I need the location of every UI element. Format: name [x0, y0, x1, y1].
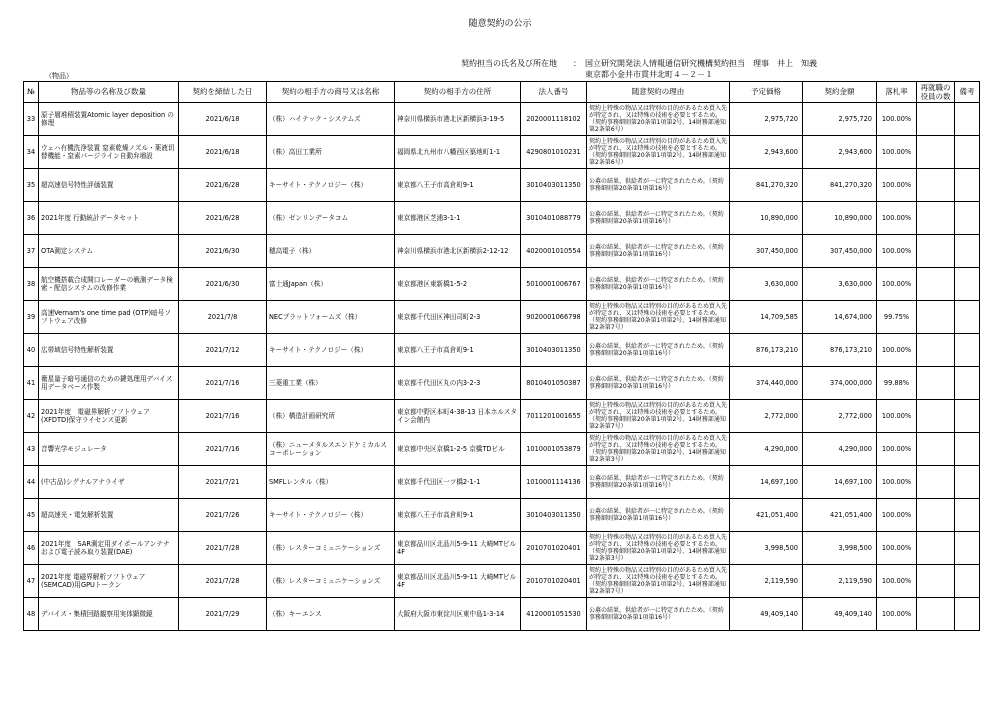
cell-item: ウェハ有機洗浄装置 窒素乾燥ノズル・薬液切替機能・窒素パージライン自動弁増設 [39, 136, 179, 169]
header-rate: 落札率 [877, 82, 917, 103]
cell-award-rate: 99.88% [877, 367, 917, 400]
cell-corp-no: 3010403011350 [521, 169, 587, 202]
cell-reason: 公募の結果、供給者が一に特定されたため。（契約事務細則第20条第1項第16号） [587, 499, 730, 532]
table-header-row [24, 82, 980, 103]
cell-remarks [955, 136, 980, 169]
officer-label: 契約担当の氏名及び所在地 [461, 59, 557, 68]
cell-no: 38 [24, 268, 39, 301]
cell-contract-amount: 2,119,590 [803, 565, 877, 598]
cell-partner: （株）ニューメタルスエンドケミカルスコーポレーション [267, 433, 395, 466]
cell-no: 33 [24, 103, 39, 136]
cell-corp-no: 1010001053879 [521, 433, 587, 466]
cell-corp-no: 5010001006767 [521, 268, 587, 301]
cell-reason: 契約上特殊の物品又は特別の目的があるため買入先が特定され、又は特殊の技術を必要とするため。（契約事務細則第20条第1項第2号、14財務部通知第2条第3号） [587, 532, 730, 565]
header-item: 物品等の名称及び数量 [39, 82, 179, 103]
cell-no: 44 [24, 466, 39, 499]
cell-date: 2021/6/18 [179, 103, 267, 136]
cell-remarks [955, 565, 980, 598]
header-remarks: 備考 [955, 82, 980, 103]
cell-partner: （株）高田工業所 [267, 136, 395, 169]
cell-item: 2021年度 電磁界解析ソフトウェア(XFDTD)保守ライセンス更新 [39, 400, 179, 433]
cell-estimated-price: 374,440,000 [730, 367, 803, 400]
cell-date: 2021/7/28 [179, 532, 267, 565]
cell-no: 43 [24, 433, 39, 466]
cell-item: 超高速光・電気解析装置 [39, 499, 179, 532]
cell-reason: 公募の結果、供給者が一に特定されたため。（契約事務細則第20条第1項第16号） [587, 169, 730, 202]
cell-reemployed [917, 235, 955, 268]
cell-address: 東京都千代田区丸の内3-2-3 [395, 367, 521, 400]
table-row [24, 499, 980, 532]
cell-corp-no: 3010403011350 [521, 499, 587, 532]
cell-date: 2021/7/21 [179, 466, 267, 499]
cell-reemployed [917, 433, 955, 466]
cell-item: 原子層堆積装置Atomic layer deposition の修理 [39, 103, 179, 136]
cell-award-rate: 100.00% [877, 532, 917, 565]
cell-corp-no: 4120001051530 [521, 598, 587, 631]
cell-address: 東京都港区芝浦3-1-1 [395, 202, 521, 235]
cell-contract-amount: 14,697,100 [803, 466, 877, 499]
cell-contract-amount: 374,000,000 [803, 367, 877, 400]
cell-reason: 契約上特殊の物品又は特別の目的があるため買入先が特定され、又は特殊の技術を必要とするため。（契約事務細則第20条第1項第2号、14財務部通知第2条第7号） [587, 301, 730, 334]
table-row [24, 103, 980, 136]
cell-corp-no: 4020001010554 [521, 235, 587, 268]
cell-estimated-price: 3,998,500 [730, 532, 803, 565]
cell-award-rate: 100.00% [877, 235, 917, 268]
cell-remarks [955, 103, 980, 136]
cell-reason: 契約上特殊の物品又は特別の目的があるため買入先が特定され、又は特殊の技術を必要とするため。（契約事務細則第20条第1項第2号、14財務部通知第2条第6号） [587, 103, 730, 136]
cell-reason: 契約上特殊の物品又は特別の目的があるため買入先が特定され、又は特殊の技術を必要とするため。（契約事務細則第20条第1項第2号、14財務部通知第2条第7号） [587, 400, 730, 433]
cell-partner: 富士通Japan（株） [267, 268, 395, 301]
cell-no: 45 [24, 499, 39, 532]
cell-partner: キーサイト・テクノロジー（株） [267, 169, 395, 202]
cell-award-rate: 100.00% [877, 433, 917, 466]
table-row [24, 400, 980, 433]
cell-no: 39 [24, 301, 39, 334]
cell-item: OTA測定システム [39, 235, 179, 268]
cell-date: 2021/7/12 [179, 334, 267, 367]
cell-no: 35 [24, 169, 39, 202]
cell-address: 東京都港区東新橋1-5-2 [395, 268, 521, 301]
cell-contract-amount: 421,051,400 [803, 499, 877, 532]
cell-remarks [955, 598, 980, 631]
cell-no: 37 [24, 235, 39, 268]
cell-reemployed [917, 334, 955, 367]
cell-contract-amount: 10,890,000 [803, 202, 877, 235]
cell-item: 2021年度 行動統計データセット [39, 202, 179, 235]
cell-address: 東京都中央区京橋1-2-5 京橋TDビル [395, 433, 521, 466]
cell-remarks [955, 235, 980, 268]
cell-reemployed [917, 103, 955, 136]
cell-reemployed [917, 499, 955, 532]
cell-contract-amount: 841,270,320 [803, 169, 877, 202]
cell-remarks [955, 532, 980, 565]
header-partner: 契約の相手方の商号又は名称 [267, 82, 395, 103]
cell-no: 41 [24, 367, 39, 400]
cell-award-rate: 100.00% [877, 400, 917, 433]
cell-partner: （株）レスターコミュニケーションズ [267, 532, 395, 565]
cell-contract-amount: 307,450,000 [803, 235, 877, 268]
cell-corp-no: 7011201001655 [521, 400, 587, 433]
cell-reemployed [917, 202, 955, 235]
cell-contract-amount: 2,943,600 [803, 136, 877, 169]
cell-award-rate: 100.00% [877, 103, 917, 136]
cell-address: 東京都品川区北品川5-9-11 大崎MTビル4F [395, 532, 521, 565]
cell-contract-amount: 3,630,000 [803, 268, 877, 301]
cell-item: 広帯域信号特性解析装置 [39, 334, 179, 367]
header-corp-no: 法人番号 [521, 82, 587, 103]
cell-date: 2021/6/30 [179, 268, 267, 301]
cell-item: 超高速信号特性評価装置 [39, 169, 179, 202]
cell-no: 40 [24, 334, 39, 367]
cell-corp-no: 3010403011350 [521, 334, 587, 367]
table-row [24, 598, 980, 631]
cell-award-rate: 100.00% [877, 202, 917, 235]
contracts-table [23, 81, 980, 631]
cell-remarks [955, 367, 980, 400]
cell-contract-amount: 3,998,500 [803, 532, 877, 565]
cell-item: 音響光学モジュレータ [39, 433, 179, 466]
cell-reemployed [917, 367, 955, 400]
table-row [24, 202, 980, 235]
cell-item: 高速Vernam's one time pad (OTP)暗号ソフトウェア改修 [39, 301, 179, 334]
cell-award-rate: 100.00% [877, 565, 917, 598]
officer-name: 国立研究開発法人情報通信研究機構契約担当 理事 井上 知義 [585, 59, 817, 68]
cell-no: 46 [24, 532, 39, 565]
cell-estimated-price: 2,975,720 [730, 103, 803, 136]
cell-partner: （株）ハイテック・システムズ [267, 103, 395, 136]
cell-remarks [955, 334, 980, 367]
cell-address: 東京都八王子市高倉町9-1 [395, 169, 521, 202]
header-estimated: 予定価格 [730, 82, 803, 103]
table-row [24, 433, 980, 466]
cell-reemployed [917, 565, 955, 598]
cell-partner: （株）ゼンリンデータコム [267, 202, 395, 235]
cell-remarks [955, 433, 980, 466]
table-row [24, 136, 980, 169]
cell-address: 東京都千代田区神田司町2-3 [395, 301, 521, 334]
table-row [24, 235, 980, 268]
cell-estimated-price: 876,173,210 [730, 334, 803, 367]
cell-reason: 公募の結果、供給者が一に特定されたため。（契約事務細則第20条第1項第16号） [587, 367, 730, 400]
cell-date: 2021/6/28 [179, 169, 267, 202]
cell-remarks [955, 466, 980, 499]
cell-partner: 穂高電子（株） [267, 235, 395, 268]
cell-item: 衛星量子暗号通信のための鍵処理用デバイス用データベース作製 [39, 367, 179, 400]
cell-reason: 公募の結果、供給者が一に特定されたため。（契約事務細則第20条第1項第16号） [587, 268, 730, 301]
table-row [24, 532, 980, 565]
cell-item: 2021年度 SAR測定用ダイポールアンテナおよび電子読み取り装置(DAE) [39, 532, 179, 565]
category-label: （物品） [45, 72, 73, 80]
cell-contract-amount: 2,772,000 [803, 400, 877, 433]
cell-item: デバイス・集積回路観察用実体顕微鏡 [39, 598, 179, 631]
cell-partner: キーサイト・テクノロジー（株） [267, 334, 395, 367]
cell-award-rate: 100.00% [877, 268, 917, 301]
cell-estimated-price: 10,890,000 [730, 202, 803, 235]
cell-date: 2021/7/29 [179, 598, 267, 631]
cell-reason: 公募の結果、供給者が一に特定されたため。（契約事務細則第20条第1項第16号） [587, 202, 730, 235]
table-row [24, 268, 980, 301]
cell-estimated-price: 49,409,140 [730, 598, 803, 631]
cell-no: 42 [24, 400, 39, 433]
cell-address: 東京都八王子市高倉町9-1 [395, 499, 521, 532]
cell-corp-no: 2010701020401 [521, 565, 587, 598]
cell-corp-no: 3010401088779 [521, 202, 587, 235]
cell-remarks [955, 268, 980, 301]
cell-partner: 三菱重工業（株） [267, 367, 395, 400]
cell-reemployed [917, 400, 955, 433]
cell-item: 航空機搭載合成開口レーダーの戦測データ検索・配信システムの改修作業 [39, 268, 179, 301]
cell-contract-amount: 14,674,000 [803, 301, 877, 334]
cell-reemployed [917, 301, 955, 334]
cell-remarks [955, 169, 980, 202]
table-row [24, 334, 980, 367]
cell-reason: 公募の結果、供給者が一に特定されたため。（契約事務細則第20条第1項第16号） [587, 334, 730, 367]
cell-reason: 公募の結果、供給者が一に特定されたため。（契約事務細則第20条第1項第16号） [587, 235, 730, 268]
cell-no: 47 [24, 565, 39, 598]
cell-estimated-price: 4,290,000 [730, 433, 803, 466]
cell-corp-no: 4290801010231 [521, 136, 587, 169]
cell-address: 神奈川県横浜市港北区新横浜3-19-5 [395, 103, 521, 136]
cell-estimated-price: 841,270,320 [730, 169, 803, 202]
cell-estimated-price: 2,772,000 [730, 400, 803, 433]
cell-reemployed [917, 268, 955, 301]
cell-partner: （株）キーエンス [267, 598, 395, 631]
cell-reason: 契約上特殊の物品又は特別の目的があるため買入先が特定され、又は特殊の技術を必要とするため。（契約事務細則第20条第1項第2号、14財務部通知第2条第3号） [587, 433, 730, 466]
cell-estimated-price: 2,943,600 [730, 136, 803, 169]
cell-no: 36 [24, 202, 39, 235]
header-no: № [24, 82, 39, 103]
cell-award-rate: 100.00% [877, 466, 917, 499]
cell-reason: 契約上特殊の物品又は特別の目的があるため買入先が特定され、又は特殊の技術を必要とするため。（契約事務細則第20条第1項第2号、14財務部通知第2条第6号） [587, 136, 730, 169]
cell-date: 2021/7/16 [179, 433, 267, 466]
cell-award-rate: 100.00% [877, 169, 917, 202]
header-date: 契約を締結した日 [179, 82, 267, 103]
cell-item: (中古品)シグナルアナライザ [39, 466, 179, 499]
cell-reemployed [917, 598, 955, 631]
cell-reemployed [917, 532, 955, 565]
cell-no: 48 [24, 598, 39, 631]
cell-contract-amount: 2,975,720 [803, 103, 877, 136]
table-row [24, 169, 980, 202]
cell-estimated-price: 2,119,590 [730, 565, 803, 598]
cell-partner: キーサイト・テクノロジー（株） [267, 499, 395, 532]
officer-address: 東京都小金井市貫井北町４－２－１ [585, 70, 713, 79]
cell-reemployed [917, 136, 955, 169]
cell-date: 2021/6/28 [179, 202, 267, 235]
cell-contract-amount: 49,409,140 [803, 598, 877, 631]
header-reemployed: 再就職の役員の数 [917, 82, 955, 103]
cell-estimated-price: 14,697,100 [730, 466, 803, 499]
cell-reemployed [917, 169, 955, 202]
officer-colon: ： [573, 59, 581, 68]
cell-estimated-price: 14,709,585 [730, 301, 803, 334]
table-row [24, 367, 980, 400]
table-row [24, 466, 980, 499]
cell-address: 東京都千代田区一ツ橋2-1-1 [395, 466, 521, 499]
cell-address: 大阪府大阪市東淀川区東中島1-3-14 [395, 598, 521, 631]
table-row [24, 301, 980, 334]
cell-partner: （株）レスターコミュニケーションズ [267, 565, 395, 598]
header-amount: 契約金額 [803, 82, 877, 103]
cell-contract-amount: 876,173,210 [803, 334, 877, 367]
cell-address: 福岡県北九州市八幡西区築地町1-1 [395, 136, 521, 169]
cell-date: 2021/6/30 [179, 235, 267, 268]
cell-estimated-price: 307,450,000 [730, 235, 803, 268]
table-row [24, 565, 980, 598]
cell-remarks [955, 301, 980, 334]
cell-contract-amount: 4,290,000 [803, 433, 877, 466]
cell-item: 2021年度 電磁界解析ソフトウェア(SEMCAD)用GPUトークン [39, 565, 179, 598]
cell-remarks [955, 400, 980, 433]
cell-reason: 契約上特殊の物品又は特別の目的があるため買入先が特定され、又は特殊の技術を必要とするため。（契約事務細則第20条第1項第2号、14財務部通知第2条第7号） [587, 565, 730, 598]
cell-corp-no: 2020001118102 [521, 103, 587, 136]
cell-address: 神奈川県横浜市港北区新横浜2-12-12 [395, 235, 521, 268]
cell-date: 2021/7/16 [179, 367, 267, 400]
cell-date: 2021/6/18 [179, 136, 267, 169]
cell-partner: SMFLレンタル（株） [267, 466, 395, 499]
cell-corp-no: 2010701020401 [521, 532, 587, 565]
cell-remarks [955, 499, 980, 532]
cell-remarks [955, 202, 980, 235]
cell-award-rate: 100.00% [877, 136, 917, 169]
cell-award-rate: 100.00% [877, 334, 917, 367]
cell-no: 34 [24, 136, 39, 169]
cell-reason: 公募の結果、供給者が一に特定されたため。（契約事務細則第20条第1項第16号） [587, 466, 730, 499]
cell-partner: NECプラットフォームズ（株） [267, 301, 395, 334]
cell-award-rate: 100.00% [877, 499, 917, 532]
cell-date: 2021/7/16 [179, 400, 267, 433]
cell-address: 東京都八王子市高倉町9-1 [395, 334, 521, 367]
page-title: 随意契約の公示 [468, 19, 532, 29]
header-address: 契約の相手方の住所 [395, 82, 521, 103]
cell-address: 東京都中野区本町4-38-13 日本ホルスタイン会館内 [395, 400, 521, 433]
header-reason: 随意契約の理由 [587, 82, 730, 103]
cell-estimated-price: 421,051,400 [730, 499, 803, 532]
contracting-officer-block [461, 58, 817, 80]
cell-date: 2021/7/26 [179, 499, 267, 532]
cell-corp-no: 1010001114136 [521, 466, 587, 499]
cell-date: 2021/7/28 [179, 565, 267, 598]
cell-estimated-price: 3,630,000 [730, 268, 803, 301]
cell-address: 東京都品川区北品川5-9-11 大崎MTビル4F [395, 565, 521, 598]
cell-date: 2021/7/8 [179, 301, 267, 334]
cell-partner: （株）構造計画研究所 [267, 400, 395, 433]
cell-award-rate: 100.00% [877, 598, 917, 631]
cell-award-rate: 99.75% [877, 301, 917, 334]
cell-reemployed [917, 466, 955, 499]
cell-reason: 公募の結果、供給者が一に特定されたため。（契約事務細則第20条第1項第16号） [587, 598, 730, 631]
cell-corp-no: 9020001066798 [521, 301, 587, 334]
cell-corp-no: 8010401050387 [521, 367, 587, 400]
